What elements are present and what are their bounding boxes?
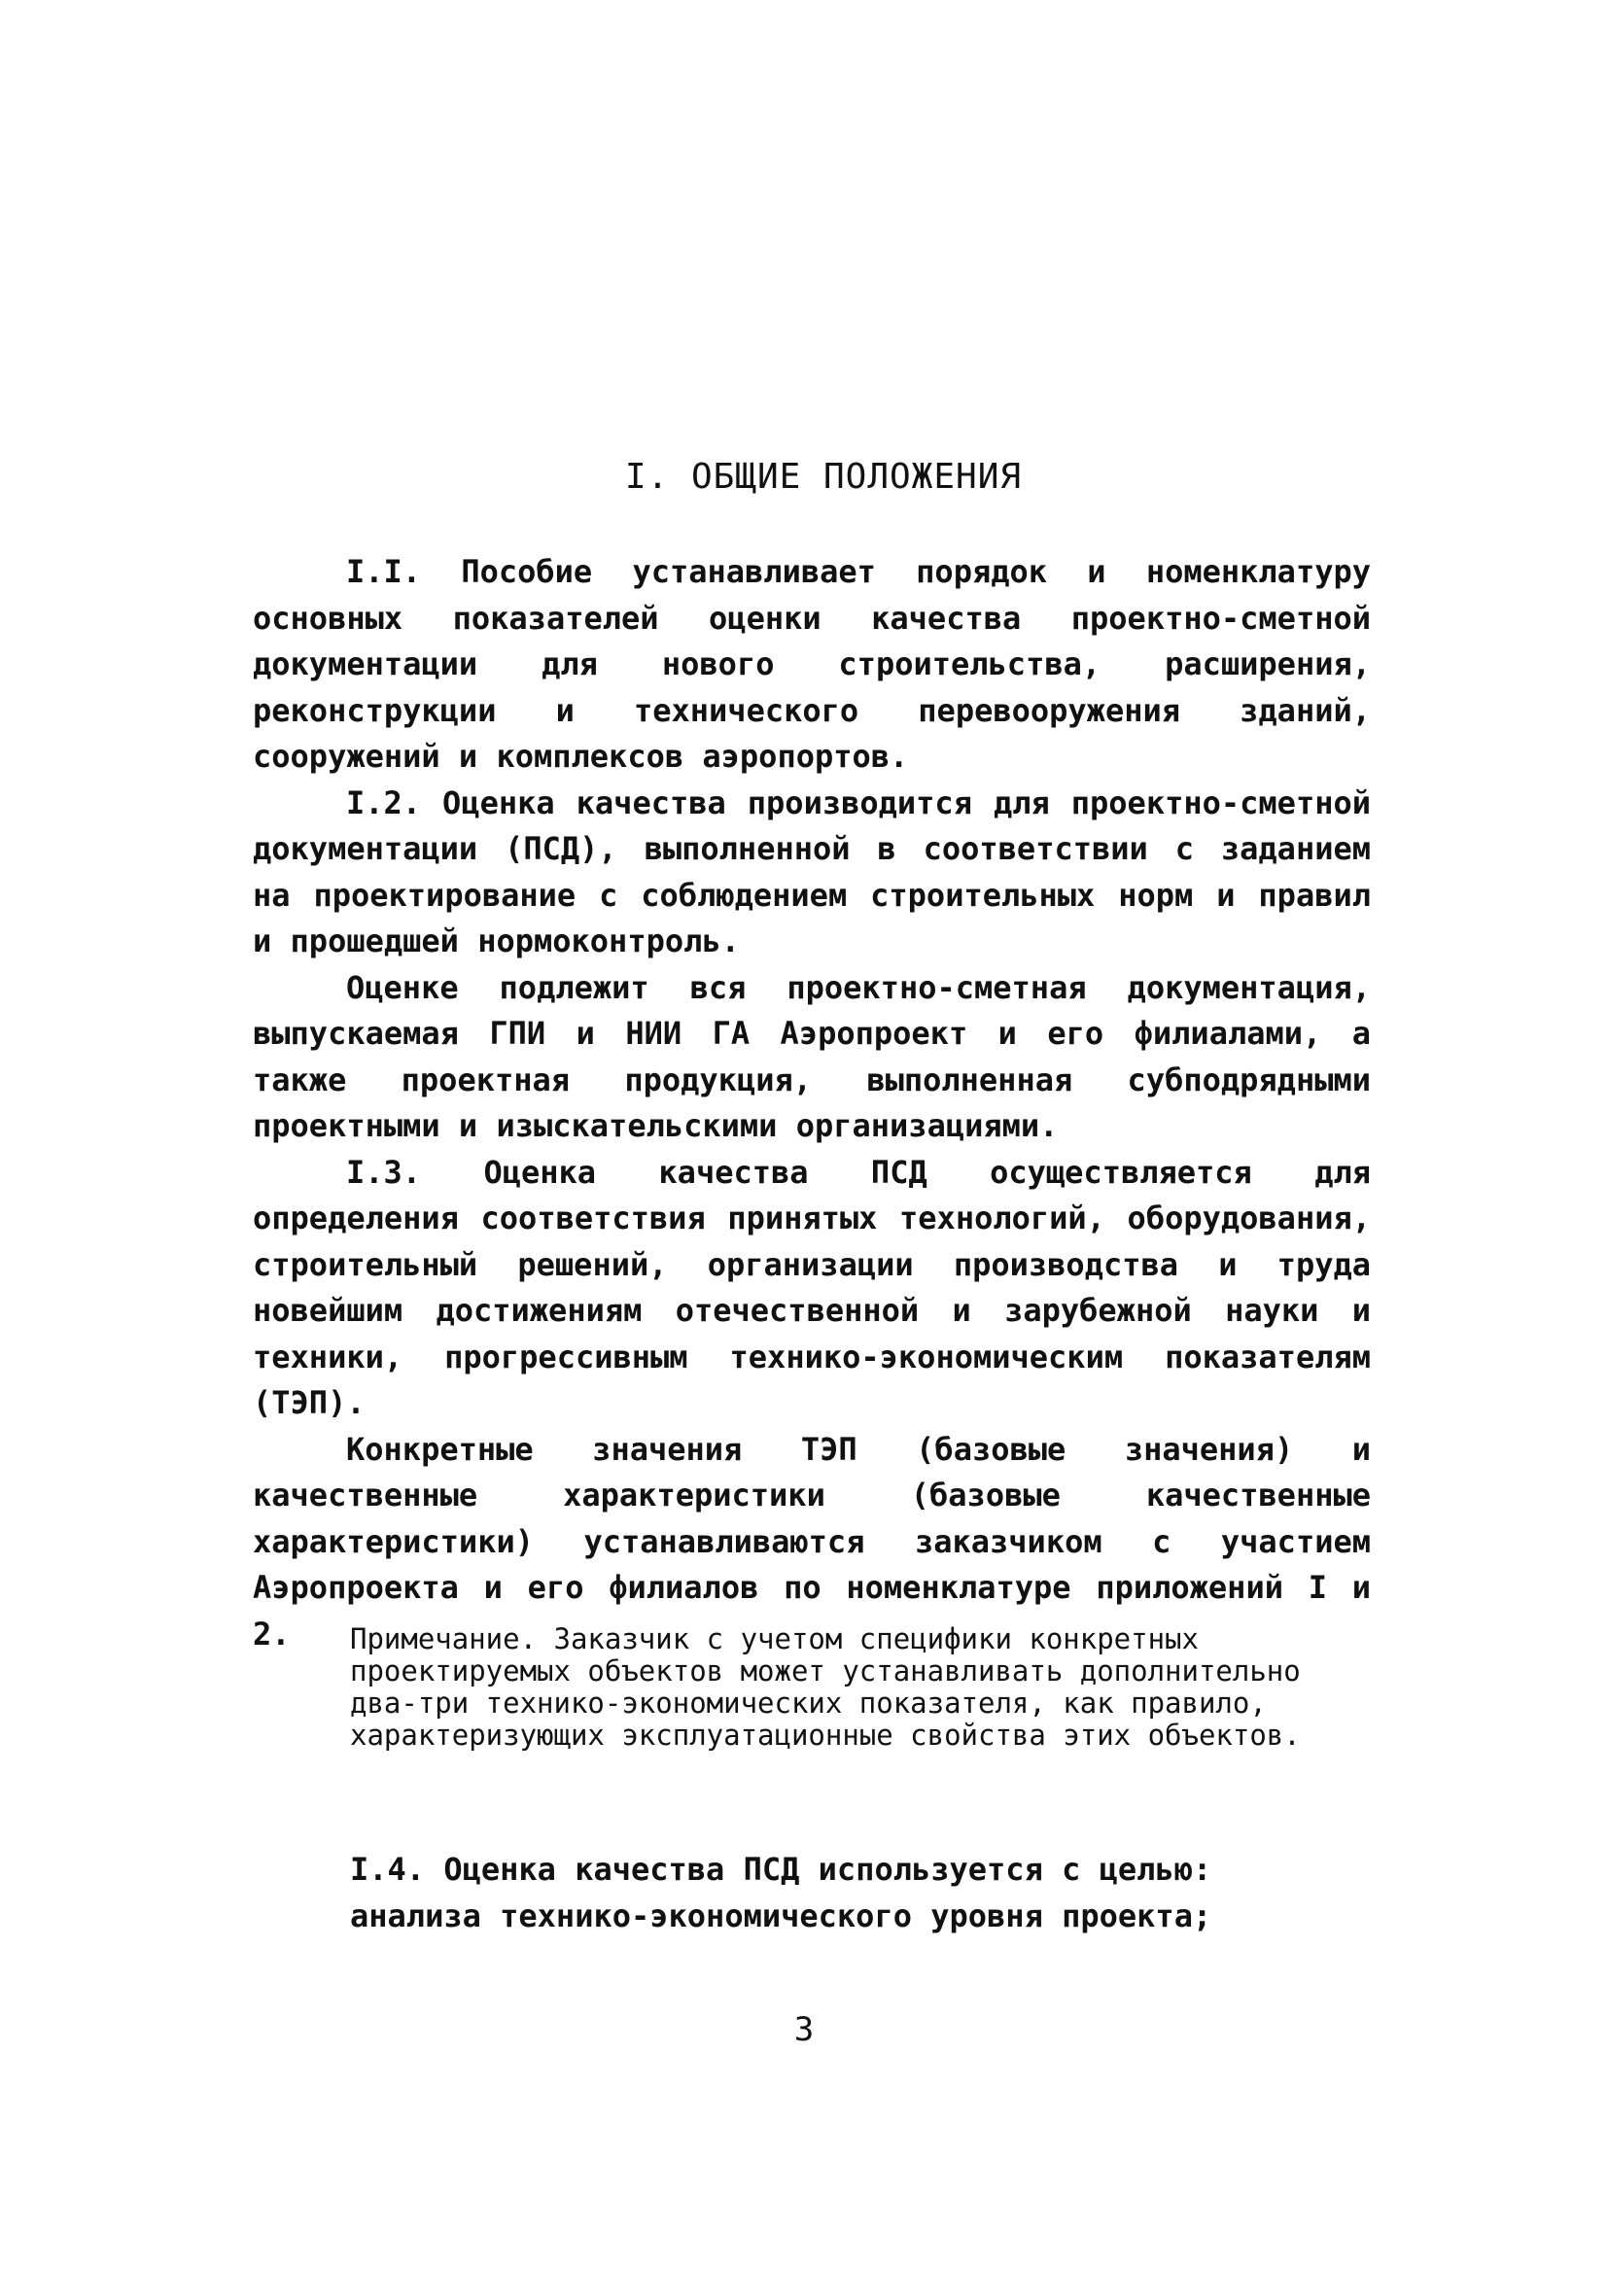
paragraph-1-1: I.I. Пособие устанавливает порядок и номенклатуру основных показателей оценки качества проектно-сметной документации для нового строительства, расширения, реконструкции и технического перевооружения зданий, сооружений и комплексов аэропортов. [253,553,1371,775]
page-number: 3 [793,2010,815,2049]
paragraph-tep-values: Конкретные значения ТЭП (базовые значения) и качественные характеристики (базовые качественные характеристики) устанавливаются заказчиком с участием Аэропроекта и его филиалов по номенклатуре приложений I и 2. [253,1430,1371,1652]
paragraph-1-2: I.2. Оценка качества производится для проектно-сметной документации (ПСД), выполненной в соответствии с заданием на проектирование с соблюдением строительных норм и правил и прошедшей нормоконтроль. [253,783,1371,959]
paragraph-scope: Оценке подлежит вся проектно-сметная документация, выпускаемая ГПИ и НИИ ГА Аэропроект и его филиалами, а также проектная продукция, выполненная субподрядными проектными и изыскательскими организациями. [253,968,1371,1144]
paragraph-1-4: I.4. Оценка качества ПСД используется с целью: [350,1851,1212,1888]
tail-text [350,1847,1371,1939]
main-text [253,549,1371,1657]
note [350,1623,1342,1752]
note-text: Примечание. Заказчик с учетом специфики конкретных проектируемых объектов может устанавливать дополнительно два-три технико-экономических показателя, как правило, характеризующих эксплуатационные свойства этих объектов. [350,1622,1301,1752]
section-title: I. ОБЩИЕ ПОЛОЖЕНИЯ [624,457,1023,497]
list-item-analysis: анализа технико-экономического уровня проекта; [350,1896,1212,1934]
paragraph-1-3: I.3. Оценка качества ПСД осуществляется для определения соответствия принятых технологий, оборудования, строительный решений, организации производства и труда новейшим достижениям отечественной и зарубежной науки и техники, прогрессивным технико-экономическим показателям (ТЭП). [253,1153,1371,1421]
